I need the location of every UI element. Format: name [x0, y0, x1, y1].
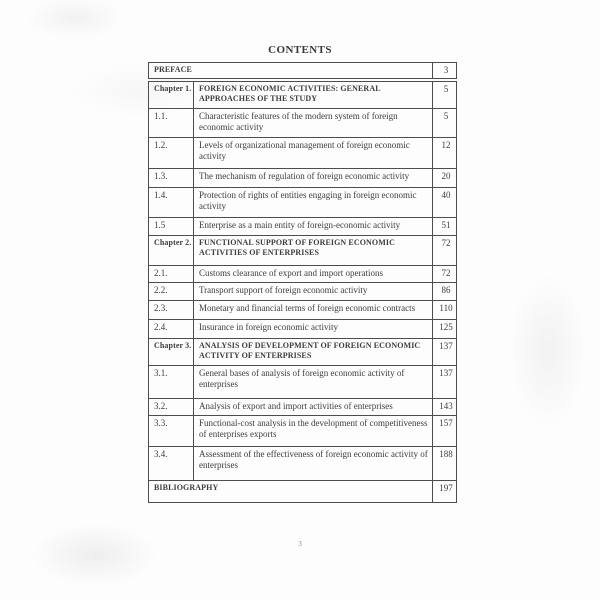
- row-label: 3.3.: [149, 416, 194, 447]
- table-row-chapter-3: [149, 339, 457, 366]
- row-title: ANALYSIS OF DEVELOPMENT OF FOREIGN ECONOMIC ACTIVITY OF ENTERPRISES: [194, 339, 433, 366]
- row-page: 40: [433, 188, 457, 218]
- row-page: 72: [433, 266, 457, 283]
- row-label: 3.1.: [149, 366, 194, 399]
- row-label: Chapter 3.: [149, 339, 194, 366]
- row-page: 137: [433, 339, 457, 366]
- row-title: FUNCTIONAL SUPPORT OF FOREIGN ECONOMIC ACTIVITIES OF ENTERPRISES: [194, 236, 433, 266]
- row-page: 86: [433, 283, 457, 301]
- row-label: 1.3.: [149, 169, 194, 188]
- row-title: FOREIGN ECONOMIC ACTIVITIES: GENERAL APPROACHES OF THE STUDY: [194, 80, 433, 109]
- table-row-2-3: [149, 301, 457, 320]
- table-row-1-5: [149, 218, 457, 236]
- row-label: 1.1.: [149, 109, 194, 138]
- row-title: Customs clearance of export and import operations: [194, 266, 433, 283]
- row-page: 157: [433, 416, 457, 447]
- table-row-2-4: [149, 320, 457, 339]
- table-row-chapter-1: [149, 80, 457, 109]
- table-row-chapter-2: [149, 236, 457, 266]
- row-page: 137: [433, 366, 457, 399]
- folio-page-number: 3: [298, 539, 302, 548]
- row-page: 72: [433, 236, 457, 266]
- row-title: Transport support of foreign economic activity: [194, 283, 433, 301]
- row-label: 2.2.: [149, 283, 194, 301]
- row-label: 1.5: [149, 218, 194, 236]
- row-page: 12: [433, 138, 457, 169]
- row-title: Analysis of export and import activities of enterprises: [194, 399, 433, 416]
- row-label: 3.2.: [149, 399, 194, 416]
- row-page: 51: [433, 218, 457, 236]
- row-title: Functional-cost analysis in the development of competitiveness of enterprises exports: [194, 416, 433, 447]
- row-label: 1.4.: [149, 188, 194, 218]
- table-row-bibliography: [149, 481, 457, 503]
- table-row-preface: [149, 63, 457, 80]
- table-row-3-3: [149, 416, 457, 447]
- table-row-1-2: [149, 138, 457, 169]
- row-label: 1.2.: [149, 138, 194, 169]
- row-title: Protection of rights of entities engaging in foreign economic activity: [194, 188, 433, 218]
- table-row-2-1: [149, 266, 457, 283]
- page-title: CONTENTS: [268, 44, 332, 56]
- row-title: Monetary and financial terms of foreign economic contracts: [194, 301, 433, 320]
- row-page: 143: [433, 399, 457, 416]
- row-label: 2.1.: [149, 266, 194, 283]
- row-label: 2.4.: [149, 320, 194, 339]
- row-page: 125: [433, 320, 457, 339]
- table-row-3-1: [149, 366, 457, 399]
- row-title: Assessment of the effectiveness of foreign economic activity of enterprises: [194, 447, 433, 481]
- row-title: General bases of analysis of foreign economic activity of enterprises: [194, 366, 433, 399]
- row-label: Chapter 1.: [149, 80, 194, 109]
- row-page: 188: [433, 447, 457, 481]
- row-title: The mechanism of regulation of foreign economic activity: [194, 169, 433, 188]
- row-title: Characteristic features of the modern system of foreign economic activity: [194, 109, 433, 138]
- table-row-3-4: [149, 447, 457, 481]
- row-label: 2.3.: [149, 301, 194, 320]
- row-title: Enterprise as a main entity of foreign-economic activity: [194, 218, 433, 236]
- row-page: 5: [433, 80, 457, 109]
- row-page: 20: [433, 169, 457, 188]
- contents-table: [148, 62, 457, 503]
- row-label: Chapter 2.: [149, 236, 194, 266]
- row-label: PREFACE: [149, 63, 433, 80]
- table-row-1-3: [149, 169, 457, 188]
- table-row-2-2: [149, 283, 457, 301]
- row-page: 110: [433, 301, 457, 320]
- row-page: 3: [433, 63, 457, 80]
- row-label: BIBLIOGRAPHY: [149, 481, 433, 503]
- table-row-3-2: [149, 399, 457, 416]
- row-page: 197: [433, 481, 457, 503]
- row-title: Insurance in foreign economic activity: [194, 320, 433, 339]
- table-row-1-4: [149, 188, 457, 218]
- row-label: 3.4.: [149, 447, 194, 481]
- row-title: Levels of organizational management of foreign economic activity: [194, 138, 433, 169]
- table-row-1-1: [149, 109, 457, 138]
- row-page: 5: [433, 109, 457, 138]
